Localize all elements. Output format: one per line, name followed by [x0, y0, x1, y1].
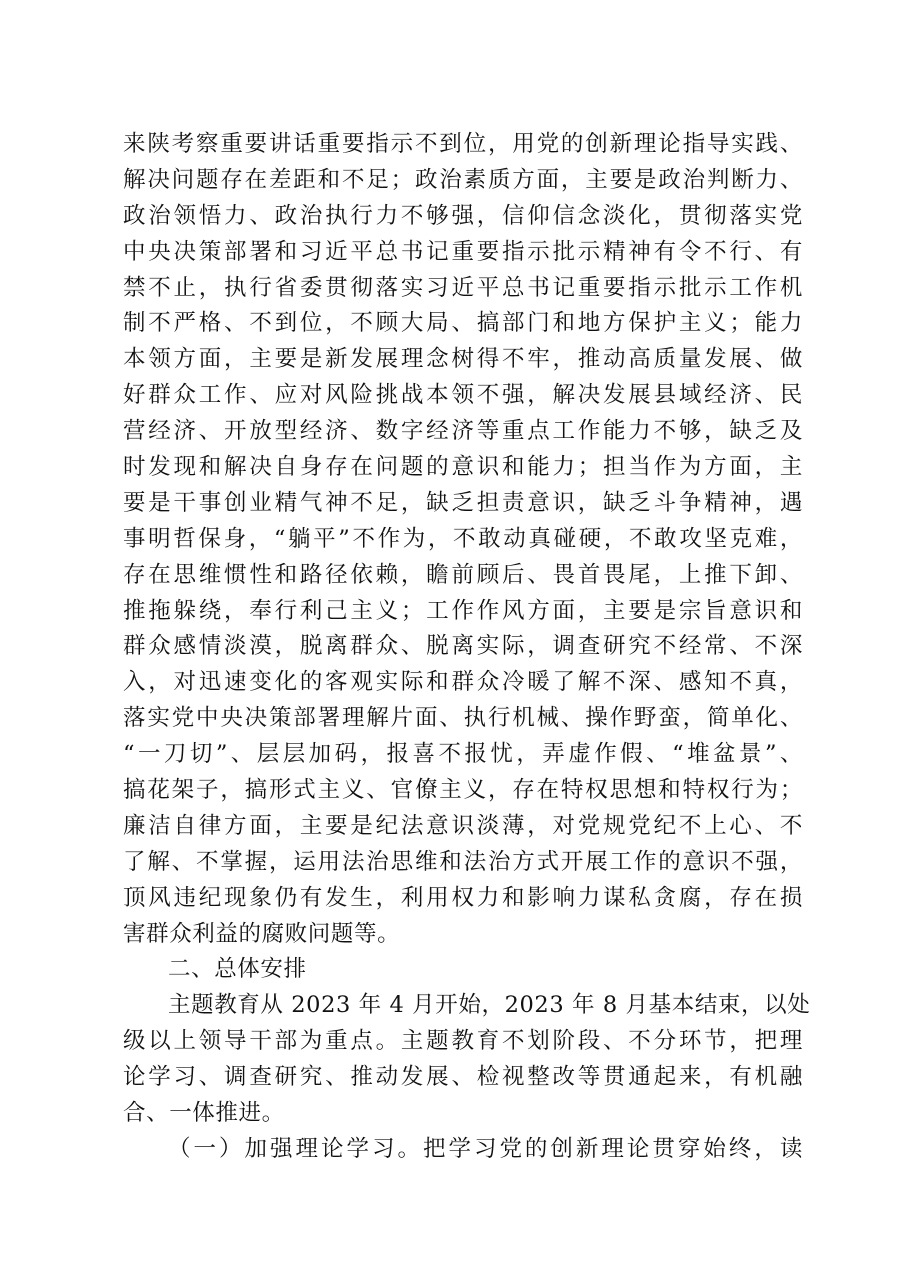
text-line: “一刀切”、层层加码，报喜不报忧，弄虚作假、“堆盆景”、: [123, 741, 803, 768]
text-line: 解决问题存在差距和不足；政治素质方面，主要是政治判断力、: [123, 166, 803, 193]
text-line: 落实党中央决策部署理解片面、执行机械、操作野蛮，简单化、: [123, 705, 803, 732]
text-line: 本领方面，主要是新发展理念树得不牢，推动高质量发展、做: [123, 346, 803, 373]
text-line: 主题教育从 2023 年 4 月开始，2023 年 8 月基本结束，以处: [168, 992, 811, 1019]
text-line: 政治领悟力、政治执行力不够强，信仰信念淡化，贯彻落实党: [123, 202, 803, 229]
text-line: 营经济、开放型经济、数字经济等重点工作能力不够，缺乏及: [123, 418, 803, 445]
document-body: [123, 127, 811, 1168]
text-line: 搞花架子，搞形式主义、官僚主义，存在特权思想和特权行为；: [123, 777, 803, 804]
text-line: 级以上领导干部为重点。主题教育不划阶段、不分环节，把理: [123, 1028, 803, 1055]
text-line: 论学习、调查研究、推动发展、检视整改等贯通起来，有机融: [123, 1064, 803, 1091]
paragraph-theory-study: [123, 1132, 803, 1168]
text-line: 群众感情淡漠，脱离群众、脱离实际，调查研究不经常、不深: [123, 633, 803, 660]
text-line: 合、一体推进。: [123, 1100, 285, 1127]
paragraph-continuation: [123, 127, 803, 952]
text-line: 禁不止，执行省委贯彻落实习近平总书记重要指示批示工作机: [123, 274, 803, 301]
text-line: 入，对迅速变化的客观实际和群众冷暖了解不深、感知不真，: [123, 669, 803, 696]
text-line: 推拖躲绕，奉行利己主义；工作作风方面，主要是宗旨意识和: [123, 597, 803, 624]
text-line: 来陕考察重要讲话重要指示不到位，用党的创新理论指导实践、: [123, 131, 803, 157]
text-line: 制不严格、不到位，不顾大局、搞部门和地方保护主义；能力: [123, 310, 803, 337]
text-line: 事明哲保身，“躺平”不作为，不敢动真碰硬，不敢攻坚克难，: [123, 525, 803, 552]
text-line: 好群众工作、应对风险挑战本领不强，解决发展县域经济、民: [123, 382, 803, 409]
paragraph-overall-arrangement: [123, 988, 811, 1132]
text-line: 廉洁自律方面，主要是纪法意识淡薄，对党规党纪不上心、不: [123, 812, 803, 839]
text-line: 时发现和解决自身存在问题的意识和能力；担当作为方面，主: [123, 454, 803, 481]
text-line: 中央决策部署和习近平总书记重要指示批示精神有令不行、有: [123, 238, 803, 265]
text-line: 存在思维惯性和路径依赖，瞻前顾后、畏首畏尾，上推下卸、: [123, 561, 803, 588]
section-heading: 二、总体安排: [168, 956, 307, 983]
text-line: 害群众利益的腐败问题等。: [123, 920, 401, 947]
text-line: 要是干事创业精气神不足，缺乏担责意识，缺乏斗争精神，遇: [123, 489, 803, 516]
text-line: 了解、不掌握，运用法治思维和法治方式开展工作的意识不强，: [123, 848, 803, 875]
text-line: （一）加强理论学习。把学习党的创新理论贯穿始终，读: [168, 1135, 803, 1162]
text-line: 顶风违纪现象仍有发生，利用权力和影响力谋私贪腐，存在损: [123, 884, 803, 911]
